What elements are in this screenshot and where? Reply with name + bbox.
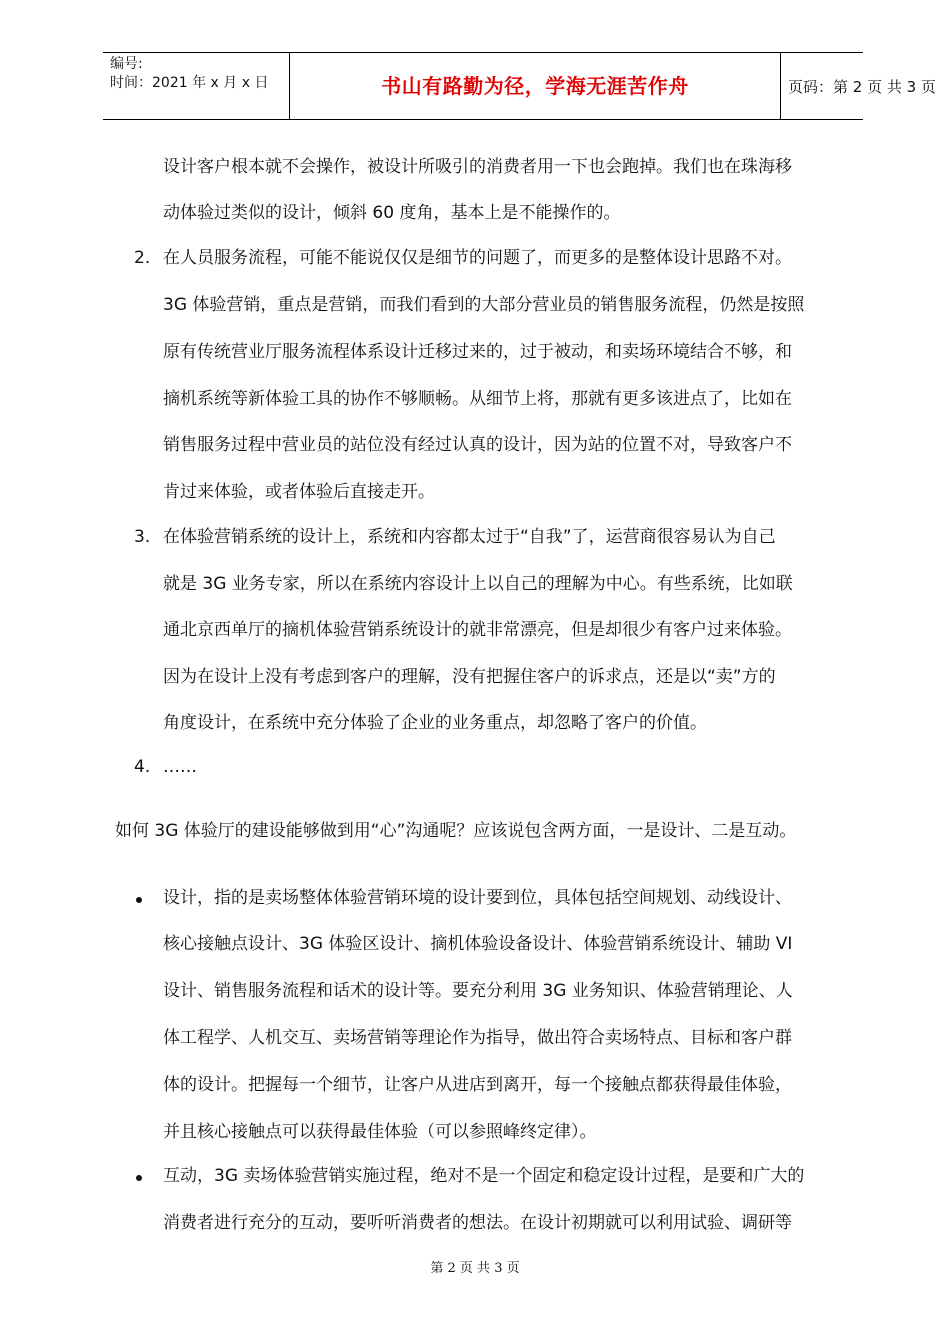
bullet-line: 体的设计。把握每一个细节，让客户从进店到离开，每一个接触点都获得最佳体验， (163, 1075, 792, 1095)
page-footer (0, 1260, 950, 1278)
document-time-label: 时间：2021 年 x 月 x 日 (110, 75, 269, 91)
question-paragraph: 如何 3G 体验厅的建设能够做到用“心”沟通呢？应该说包含两方面，一是设计、二是互动。 (115, 821, 797, 841)
list-item-line: 在人员服务流程，可能不能说仅仅是细节的问题了，而更多的是整体设计思路不对。 (163, 248, 792, 268)
bullet-line: 设计、销售服务流程和话术的设计等。要充分利用 3G 业务知识、体验营销理论、人 (163, 981, 793, 1001)
page-header (103, 52, 936, 120)
bullet-line: 并且核心接触点可以获得最佳体验（可以参照峰终定律）。 (163, 1122, 597, 1142)
bullet-line: 消费者进行充分的互动，要听听消费者的想法。在设计初期就可以利用试验、调研等 (163, 1213, 792, 1233)
list-item-line: 角度设计，在系统中充分体验了企业的业务重点，却忽略了客户的价值。 (163, 713, 707, 733)
paragraph-line: 动体验过类似的设计，倾斜 60 度角，基本上是不能操作的。 (163, 203, 621, 223)
footer-page-number: 第 2 页 共 3 页 (430, 1261, 520, 1276)
document-number-label: 编号: (110, 56, 143, 72)
list-item-line: 摘机系统等新体验工具的协作不够顺畅。从细节上将，那就有更多该进点了，比如在 (163, 389, 792, 409)
header-left-cell (103, 53, 289, 119)
list-item-line: 肯过来体验，或者体验后直接走开。 (163, 482, 435, 502)
list-item-line: 销售服务过程中营业员的站位没有经过认真的设计，因为站的位置不对，导致客户不 (163, 435, 792, 455)
header-right-cell (780, 53, 950, 119)
bullet-line: 体工程学、人机交互、卖场营销等理论作为指导，做出符合卖场特点、目标和客户群 (163, 1028, 792, 1048)
bullet-line: 设计，指的是卖场整体体验营销环境的设计要到位，具体包括空间规划、动线设计、 (163, 888, 792, 908)
list-item-line: 因为在设计上没有考虑到客户的理解，没有把握住客户的诉求点，还是以“卖”方的 (163, 667, 776, 687)
header-motto-cell (289, 53, 781, 119)
list-item-line: 3G 体验营销，重点是营销，而我们看到的大部分营业员的销售服务流程，仍然是按照 (163, 295, 805, 315)
list-item-line: 在体验营销系统的设计上，系统和内容都太过于“自我”了，运营商很容易认为自己 (163, 527, 776, 547)
header-motto: 书山有路勤为径，学海无涯苦作舟 (381, 74, 689, 98)
list-item-marker: 4. (134, 757, 151, 777)
list-item-marker: 2. (134, 248, 151, 268)
list-item-line: 原有传统营业厅服务流程体系设计迁移过来的，过于被动，和卖场环境结合不够，和 (163, 342, 792, 362)
list-item-line: 通北京西单厅的摘机体验营销系统设计的就非常漂亮，但是却很少有客户过来体验。 (163, 620, 792, 640)
list-item-marker: 3. (134, 527, 151, 547)
bullet-dot (136, 897, 142, 903)
bullet-line: 互动，3G 卖场体验营销实施过程，绝对不是一个固定和稳定设计过程，是要和广大的 (163, 1166, 805, 1186)
bullet-dot (136, 1175, 142, 1181)
list-item-line: 就是 3G 业务专家，所以在系统内容设计上以自己的理解为中心。有些系统，比如联 (163, 574, 793, 594)
bullet-line: 核心接触点设计、3G 体验区设计、摘机体验设备设计、体验营销系统设计、辅助 VI (163, 934, 793, 954)
header-page-number: 页码：第 2 页 共 3 页 (788, 78, 936, 96)
list-item-line: …… (163, 757, 197, 777)
paragraph-line: 设计客户根本就不会操作，被设计所吸引的消费者用一下也会跑掉。我们也在珠海移 (163, 157, 792, 177)
